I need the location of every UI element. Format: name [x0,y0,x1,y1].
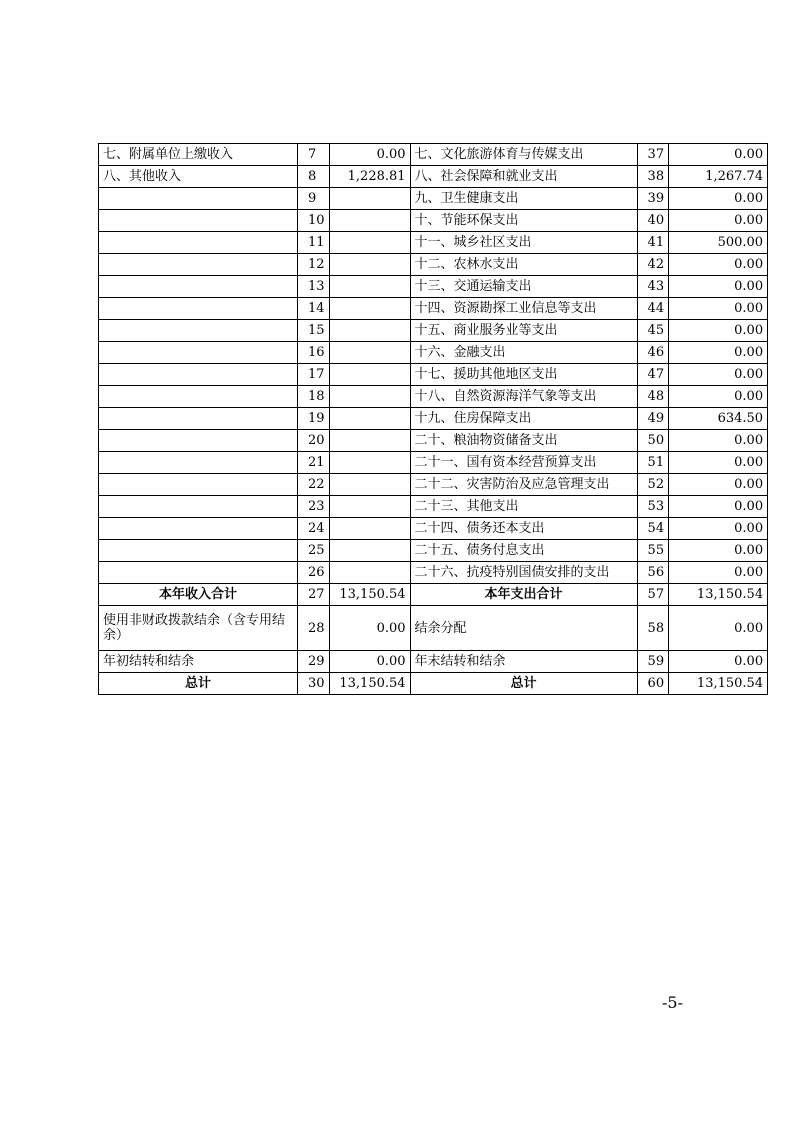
expense-item: 二十、粮油物资储备支出 [410,430,637,452]
income-total-label: 本年收入合计 [99,584,298,606]
income-total-amount: 13,150.54 [329,584,410,606]
income-amount [329,320,410,342]
income-item [99,342,298,364]
income-line-no: 25 [298,540,330,562]
expense-item: 八、社会保障和就业支出 [410,166,637,188]
expense-amount: 0.00 [669,320,768,342]
expense-line-no: 44 [637,298,669,320]
expense-item: 十四、资源勘探工业信息等支出 [410,298,637,320]
closing-carry-label: 年末结转和结余 [410,651,637,673]
expense-amount: 1,267.74 [669,166,768,188]
page-number: -5- [662,993,683,1012]
income-line-no: 19 [298,408,330,430]
income-amount [329,386,410,408]
income-item [99,430,298,452]
balance-use-amount: 0.00 [329,606,410,651]
income-amount [329,562,410,584]
income-item [99,386,298,408]
income-line-no: 16 [298,342,330,364]
table-row-carry [99,651,768,673]
balance-distribution-amount: 0.00 [669,606,768,651]
table-row [99,496,768,518]
income-grand-total-label: 总计 [99,673,298,695]
income-item [99,188,298,210]
table-row [99,298,768,320]
table-row [99,452,768,474]
income-item [99,276,298,298]
opening-carry-amount: 0.00 [329,651,410,673]
expense-amount: 0.00 [669,474,768,496]
expense-amount: 0.00 [669,276,768,298]
table-row-total-year [99,584,768,606]
income-amount [329,254,410,276]
income-amount [329,210,410,232]
income-item: 七、附属单位上缴收入 [99,144,298,166]
expense-amount: 0.00 [669,364,768,386]
opening-carry-label: 年初结转和结余 [99,651,298,673]
income-line-no: 23 [298,496,330,518]
expense-line-no: 39 [637,188,669,210]
table-row-balance-use [99,606,768,651]
expense-amount: 634.50 [669,408,768,430]
income-line-no: 22 [298,474,330,496]
income-grand-total-amount: 13,150.54 [329,673,410,695]
income-line-no: 13 [298,276,330,298]
income-line-no: 8 [298,166,330,188]
expense-total-label: 本年支出合计 [410,584,637,606]
income-amount [329,408,410,430]
balance-distribution-label: 结余分配 [410,606,637,651]
table-row [99,408,768,430]
expense-line-no: 49 [637,408,669,430]
expense-line-no: 52 [637,474,669,496]
table-row [99,342,768,364]
income-line-no: 26 [298,562,330,584]
expense-amount: 0.00 [669,540,768,562]
income-item [99,210,298,232]
expense-total-amount: 13,150.54 [669,584,768,606]
income-line-no: 21 [298,452,330,474]
expense-line-no: 40 [637,210,669,232]
table-row [99,430,768,452]
income-amount [329,364,410,386]
income-amount: 0.00 [329,144,410,166]
budget-table [98,143,768,695]
expense-line-no: 48 [637,386,669,408]
income-line-no: 9 [298,188,330,210]
table-row [99,144,768,166]
expense-item: 十八、自然资源海洋气象等支出 [410,386,637,408]
expense-line-no: 47 [637,364,669,386]
expense-item: 二十四、债务还本支出 [410,518,637,540]
table-row-grand-total [99,673,768,695]
income-item [99,298,298,320]
income-amount [329,430,410,452]
income-item [99,562,298,584]
income-line-no: 18 [298,386,330,408]
income-item [99,540,298,562]
expense-total-no: 57 [637,584,669,606]
income-item [99,232,298,254]
expense-item: 十二、农林水支出 [410,254,637,276]
expense-line-no: 43 [637,276,669,298]
income-line-no: 14 [298,298,330,320]
expense-amount: 0.00 [669,386,768,408]
expense-amount: 0.00 [669,430,768,452]
expense-item: 十六、金融支出 [410,342,637,364]
expense-line-no: 51 [637,452,669,474]
opening-carry-no: 29 [298,651,330,673]
income-amount [329,540,410,562]
income-amount [329,518,410,540]
expense-amount: 0.00 [669,496,768,518]
expense-grand-total-amount: 13,150.54 [669,673,768,695]
table-body [99,144,768,584]
expense-amount: 0.00 [669,144,768,166]
expense-line-no: 50 [637,430,669,452]
income-item [99,452,298,474]
expense-item: 二十六、抗疫特别国债安排的支出 [410,562,637,584]
expense-amount: 500.00 [669,232,768,254]
expense-amount: 0.00 [669,298,768,320]
income-item [99,518,298,540]
income-item [99,254,298,276]
balance-distribution-no: 58 [637,606,669,651]
income-amount [329,474,410,496]
income-item [99,320,298,342]
expense-amount: 0.00 [669,254,768,276]
balance-use-no: 28 [298,606,330,651]
expense-amount: 0.00 [669,342,768,364]
closing-carry-no: 59 [637,651,669,673]
expense-item: 二十二、灾害防治及应急管理支出 [410,474,637,496]
income-amount [329,342,410,364]
expense-line-no: 46 [637,342,669,364]
table-row [99,232,768,254]
expense-item: 七、文化旅游体育与传媒支出 [410,144,637,166]
income-line-no: 11 [298,232,330,254]
expense-line-no: 41 [637,232,669,254]
table-row [99,540,768,562]
table-row [99,320,768,342]
income-total-no: 27 [298,584,330,606]
expense-grand-total-no: 60 [637,673,669,695]
income-item: 八、其他收入 [99,166,298,188]
expense-item: 二十三、其他支出 [410,496,637,518]
income-line-no: 10 [298,210,330,232]
expense-item: 九、卫生健康支出 [410,188,637,210]
income-amount [329,232,410,254]
expense-amount: 0.00 [669,562,768,584]
income-item [99,474,298,496]
table-footer [99,584,768,695]
expense-item: 二十一、国有资本经营预算支出 [410,452,637,474]
income-line-no: 15 [298,320,330,342]
income-amount [329,298,410,320]
income-amount [329,276,410,298]
expense-item: 十九、住房保障支出 [410,408,637,430]
income-amount [329,188,410,210]
expense-line-no: 45 [637,320,669,342]
expense-item: 二十五、债务付息支出 [410,540,637,562]
expense-line-no: 54 [637,518,669,540]
income-amount [329,452,410,474]
expense-amount: 0.00 [669,518,768,540]
expense-grand-total-label: 总计 [410,673,637,695]
expense-line-no: 56 [637,562,669,584]
expense-line-no: 37 [637,144,669,166]
closing-carry-amount: 0.00 [669,651,768,673]
income-amount [329,496,410,518]
expense-item: 十、节能环保支出 [410,210,637,232]
table-row [99,474,768,496]
table-row [99,562,768,584]
expense-item: 十七、援助其他地区支出 [410,364,637,386]
income-line-no: 12 [298,254,330,276]
table-row [99,254,768,276]
income-line-no: 24 [298,518,330,540]
income-item [99,364,298,386]
expense-item: 十三、交通运输支出 [410,276,637,298]
table-row [99,386,768,408]
table-row [99,518,768,540]
expense-line-no: 42 [637,254,669,276]
income-item [99,408,298,430]
expense-line-no: 55 [637,540,669,562]
balance-use-label: 使用非财政拨款结余（含专用结余） [99,606,298,651]
income-line-no: 17 [298,364,330,386]
expense-line-no: 38 [637,166,669,188]
table-row [99,166,768,188]
income-line-no: 7 [298,144,330,166]
income-amount: 1,228.81 [329,166,410,188]
income-grand-total-no: 30 [298,673,330,695]
expense-amount: 0.00 [669,210,768,232]
expense-line-no: 53 [637,496,669,518]
table-row [99,210,768,232]
expense-amount: 0.00 [669,452,768,474]
income-item [99,496,298,518]
income-line-no: 20 [298,430,330,452]
table-row [99,276,768,298]
expense-item: 十一、城乡社区支出 [410,232,637,254]
expense-item: 十五、商业服务业等支出 [410,320,637,342]
table-row [99,188,768,210]
expense-amount: 0.00 [669,188,768,210]
table-row [99,364,768,386]
